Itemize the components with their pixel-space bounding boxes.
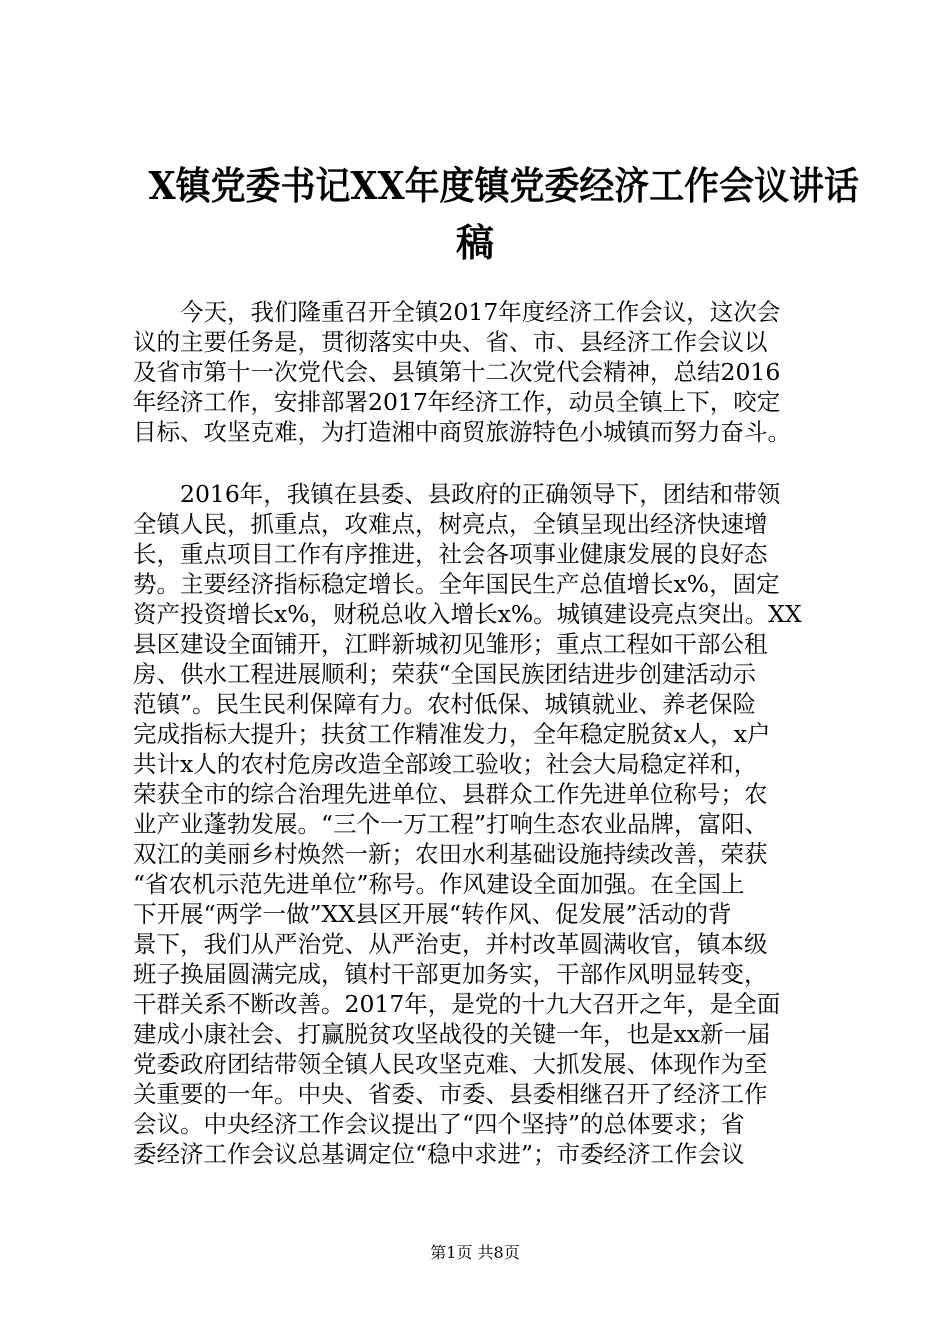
document-title-line-2: 稿 [455,220,494,265]
paragraph-line: 目标、攻坚克难，为打造湘中商贸旅游特色小城镇而努力奋斗。 [133,418,791,446]
paragraph-line: 共计x人的农村危房改造全部竣工验收；社会大局稳定祥和， [133,750,758,778]
paragraph-line: 党委政府团结带领全镇人民攻坚克难、大抓发展、体现作为至 [133,1050,768,1078]
paragraph-line: 议的主要任务是，贯彻落实中央、省、市、县经济工作会议以 [133,328,768,356]
paragraph-line: 房、供水工程进展顺利；荣获“全国民族团结进步创建活动示 [133,660,757,688]
paragraph-line: 及省市第十一次党代会、县镇第十二次党代会精神，总结2016 [133,358,781,386]
paragraph-line: 长，重点项目工作有序推进，社会各项事业健康发展的良好态 [133,540,768,568]
page-number-footer: 第1页 共8页 [430,1243,520,1262]
paragraph-line: 下开展“两学一做”XX县区开展“转作风、促发展”活动的背 [133,900,732,928]
paragraph-line: 双江的美丽乡村焕然一新；农田水利基础设施持续改善，荣获 [133,840,768,868]
paragraph-line: 建成小康社会、打赢脱贫攻坚战役的关键一年，也是xx新一届 [133,1020,771,1048]
paragraph-line: 今天，我们隆重召开全镇2017年度经济工作会议，这次会 [133,298,781,326]
paragraph-line: 班子换届圆满完成，镇村干部更加务实，干部作风明显转变， [133,960,768,988]
paragraph-line: 委经济工作会议总基调定位“稳中求进”；市委经济工作会议 [133,1140,745,1168]
paragraph-line: 资产投资增长x%，财税总收入增长x%。城镇建设亮点突出。XX [133,600,802,628]
paragraph-line: 会议。中央经济工作会议提出了“四个坚持”的总体要求；省 [133,1110,745,1138]
paragraph-line: 全镇人民，抓重点，攻难点，树亮点，全镇呈现出经济快速增 [133,510,768,538]
paragraph-line: 势。主要经济指标稳定增长。全年国民生产总值增长x%，固定 [133,570,780,598]
paragraph-line: 完成指标大提升；扶贫工作精准发力，全年稳定脱贫x人，x户 [133,720,771,748]
paragraph-line: 业产业蓬勃发展。“三个一万工程”打响生态农业品牌，富阳、 [133,810,769,838]
paragraph-line: “省农机示范先进单位”称号。作风建设全面加强。在全国上 [133,870,745,898]
paragraph-line: 年经济工作，安排部署2017年经济工作，动员全镇上下，咬定 [133,388,781,416]
document-title-line-1: X镇党委书记XX年度镇党委经济工作会议讲话 [148,163,859,208]
paragraph-line: 荣获全市的综合治理先进单位、县群众工作先进单位称号；农 [133,780,768,808]
paragraph-line: 干群关系不断改善。2017年，是党的十九大召开之年，是全面 [133,990,781,1018]
paragraph-line: 县区建设全面铺开，江畔新城初见雏形；重点工程如干部公租 [133,630,768,658]
paragraph-line: 范镇”。民生民利保障有力。农村低保、城镇就业、养老保险 [133,690,757,718]
paragraph-line: 2016年，我镇在县委、县政府的正确领导下，团结和带领 [133,480,781,508]
paragraph-line: 景下，我们从严治党、从严治吏，并村改革圆满收官，镇本级 [133,930,768,958]
paragraph-line: 关重要的一年。中央、省委、市委、县委相继召开了经济工作 [133,1080,768,1108]
